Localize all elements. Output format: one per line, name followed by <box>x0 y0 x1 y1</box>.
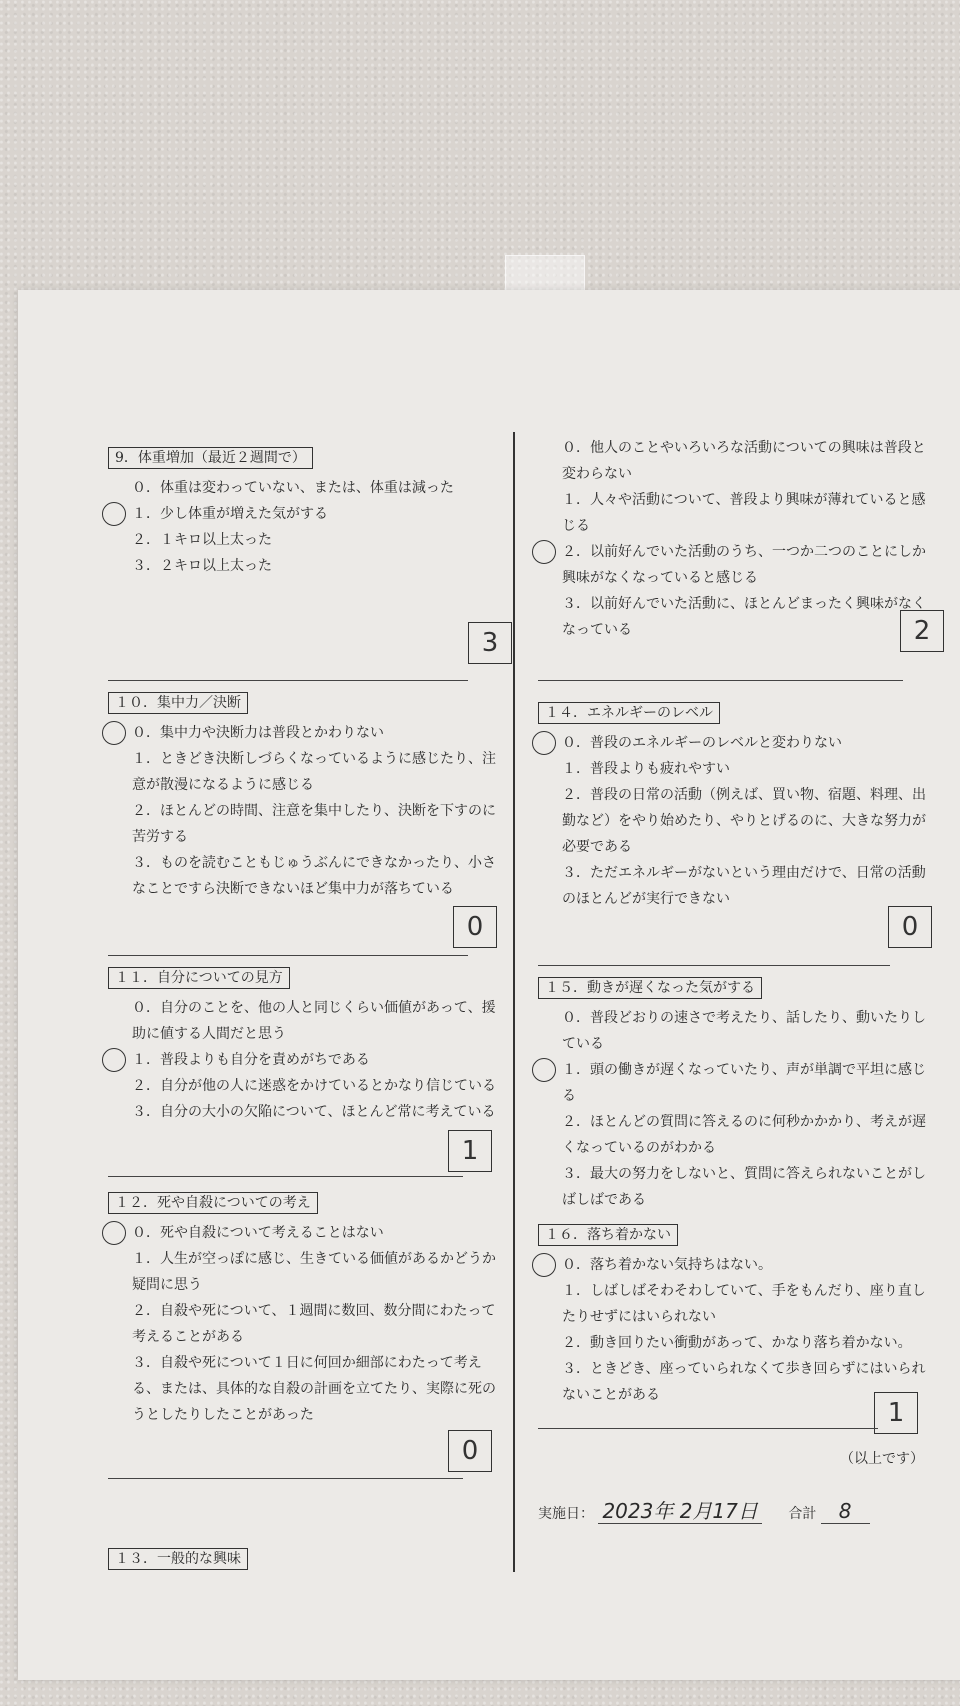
option-1 <box>108 1246 508 1298</box>
section-9 <box>108 445 454 579</box>
option-text: ２．１キロ以上太った <box>132 532 272 548</box>
section-title: １０．集中力／決断 <box>108 692 248 714</box>
selection-circle <box>532 1058 556 1082</box>
option-text: ０．体重は変わっていない、または、体重は減った <box>132 480 454 496</box>
total-value: 8 <box>821 1499 870 1524</box>
option-1 <box>108 501 454 527</box>
end-note: （以上です） <box>840 1451 924 1467</box>
option-text: ０．他人のことやいろいろな活動についての興味は普段と変わらない <box>562 440 926 482</box>
selection-circle <box>102 1048 126 1072</box>
section-10 <box>108 690 508 902</box>
total-label: 合計 <box>788 1506 817 1522</box>
score-box: 1 <box>448 1130 492 1172</box>
option-text: ３．自殺や死について１日に何回か細部にわたって考える、または、具体的な自殺の計画を立てたり、実際に死のうとしたりしたことがあった <box>132 1355 496 1423</box>
option-text: １．頭の働きが遅くなっていたり、声が単調で平坦に感じる <box>562 1062 926 1104</box>
option-0 <box>538 1252 938 1278</box>
score-box: 3 <box>468 622 512 664</box>
section-title: １１．自分についての見方 <box>108 967 290 989</box>
option-1 <box>538 1057 938 1109</box>
option-0 <box>538 1005 938 1057</box>
option-2 <box>108 798 508 850</box>
option-2 <box>538 1330 938 1356</box>
section-12 <box>108 1190 508 1428</box>
option-text: ２．ほとんどの質問に答えるのに何秒かかかり、考えが遅くなっているのがわかる <box>562 1114 926 1156</box>
option-text: １．普段よりも疲れやすい <box>562 761 730 777</box>
selection-circle <box>532 731 556 755</box>
option-0 <box>538 435 938 487</box>
section-rule <box>108 1478 463 1479</box>
option-3 <box>538 860 938 912</box>
option-3 <box>108 850 508 902</box>
option-text: ０．普段のエネルギーのレベルと変わりない <box>562 735 842 751</box>
option-1 <box>108 746 508 798</box>
selection-circle <box>102 721 126 745</box>
option-0 <box>108 475 454 501</box>
selection-circle <box>102 502 126 526</box>
option-3 <box>108 1350 508 1428</box>
implementation-date <box>538 1498 870 1527</box>
option-text: １．ときどき決断しづらくなっているように感じたり、注意が散漫になるように感じる <box>132 751 496 793</box>
option-2 <box>538 1109 938 1161</box>
option-0 <box>108 720 508 746</box>
option-text: ０．死や自殺について考えることはない <box>132 1225 384 1241</box>
section-13-title <box>108 1546 248 1576</box>
selection-circle <box>532 1253 556 1277</box>
score-box: 1 <box>874 1392 918 1434</box>
date-label: 実施日： <box>538 1506 594 1522</box>
option-0 <box>538 730 938 756</box>
option-text: ３．ものを読むこともじゅうぶんにできなかったり、小さなことですら決断できないほど集中力が落ちている <box>132 855 496 897</box>
option-text: １．人々や活動について、普段より興味が薄れていると感じる <box>562 492 926 534</box>
option-text: １．人生が空っぽに感じ、生きている価値があるかどうか疑問に思う <box>132 1251 496 1293</box>
option-2 <box>538 539 938 591</box>
option-text: ２．自分が他の人に迷惑をかけているとかなり信じている <box>132 1078 496 1094</box>
column-divider <box>513 432 515 1572</box>
section-rule <box>108 955 468 956</box>
section-title: 9．体重増加（最近２週間で） <box>108 447 313 469</box>
option-3 <box>538 1161 938 1213</box>
option-2 <box>108 1073 508 1099</box>
option-2 <box>108 1298 508 1350</box>
score-box: 0 <box>448 1430 492 1472</box>
section-14 <box>538 700 938 912</box>
option-2 <box>538 782 938 860</box>
section-rule <box>108 680 468 681</box>
option-text: ０．落ち着かない気持ちはない。 <box>562 1257 772 1273</box>
option-text: ３．最大の努力をしないと、質問に答えられないことがしばしばである <box>562 1166 926 1208</box>
section-rule <box>108 1176 463 1177</box>
option-text: ３．ただエネルギーがないという理由だけで、日常の活動のほとんどが実行できない <box>562 865 926 907</box>
option-text: ３．以前好んでいた活動に、ほとんどまったく興味がなくなっている <box>562 596 926 638</box>
option-text: １．普段よりも自分を責めがちである <box>132 1052 370 1068</box>
section-rule <box>538 965 890 966</box>
option-text: ０．自分のことを、他の人と同じくらい価値があって、援助に値する人間だと思う <box>132 1000 496 1042</box>
date-value: 2023年 2月17日 <box>598 1499 761 1524</box>
option-text: ３．ときどき、座っていられなくて歩き回らずにはいられないことがある <box>562 1361 926 1403</box>
option-text: ２．普段の日常の活動（例えば、買い物、宿題、料理、出勤など）をやり始めたり、やりとげるのに、大きな努力が必要である <box>562 787 926 855</box>
section-title: １４．エネルギーのレベル <box>538 702 720 724</box>
section-title: １３．一般的な興味 <box>108 1548 248 1570</box>
selection-circle <box>532 540 556 564</box>
option-1 <box>538 1278 938 1330</box>
section-rule <box>538 680 903 681</box>
option-0 <box>108 995 508 1047</box>
option-2 <box>108 527 454 553</box>
section-title: １２．死や自殺についての考え <box>108 1192 318 1214</box>
section-title: １５．動きが遅くなった気がする <box>538 977 762 999</box>
option-1 <box>108 1047 508 1073</box>
option-text: ３．２キロ以上太った <box>132 558 272 574</box>
section-15 <box>538 975 938 1213</box>
section-13-options <box>538 435 938 643</box>
option-text: １．しばしばそわそわしていて、手をもんだり、座り直したりせずにはいられない <box>562 1283 926 1325</box>
score-box: 2 <box>900 610 944 652</box>
option-text: ３．自分の大小の欠陥について、ほとんど常に考えている <box>132 1104 496 1120</box>
option-3 <box>108 553 454 579</box>
option-1 <box>538 756 938 782</box>
option-0 <box>108 1220 508 1246</box>
option-3 <box>108 1099 508 1125</box>
option-text: ２．ほとんどの時間、注意を集中したり、決断を下すのに苦労する <box>132 803 496 845</box>
section-11 <box>108 965 508 1125</box>
option-text: １．少し体重が増えた気がする <box>132 506 328 522</box>
section-16 <box>538 1222 938 1408</box>
option-text: ０．集中力や決断力は普段とかわりない <box>132 725 384 741</box>
option-1 <box>538 487 938 539</box>
option-text: ２．動き回りたい衝動があって、かなり落ち着かない。 <box>562 1335 912 1351</box>
option-text: ２．以前好んでいた活動のうち、一つか二つのことにしか興味がなくなっていると感じる <box>562 544 926 586</box>
section-rule <box>538 1428 878 1429</box>
section-title: １６．落ち着かない <box>538 1224 678 1246</box>
option-3 <box>538 591 938 643</box>
option-text: ２．自殺や死について、１週間に数回、数分間にわたって考えることがある <box>132 1303 496 1345</box>
score-box: 0 <box>888 906 932 948</box>
selection-circle <box>102 1221 126 1245</box>
option-text: ０．普段どおりの速さで考えたり、話したり、動いたりしている <box>562 1010 926 1052</box>
score-box: 0 <box>453 906 497 948</box>
